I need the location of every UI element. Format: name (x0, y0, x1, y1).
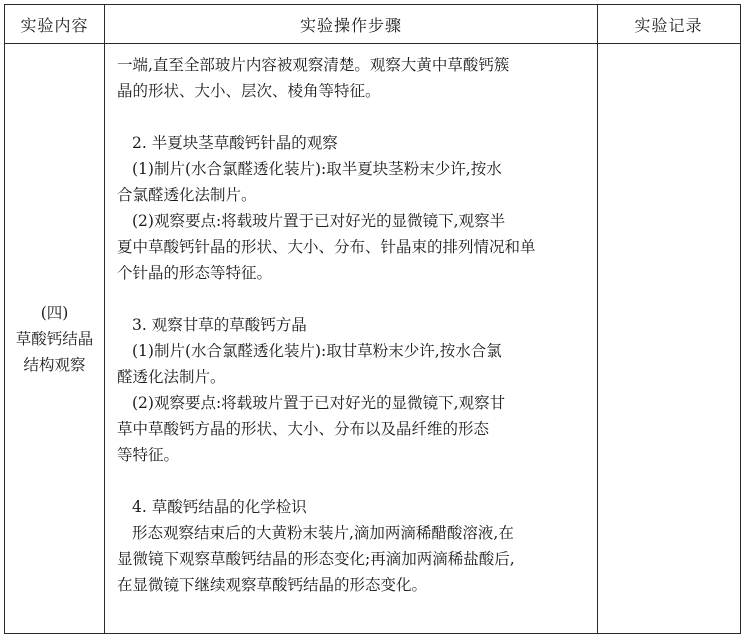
section-3-title: 3. 观察甘草的草酸钙方晶 (132, 316, 307, 334)
text-line: 一端,直至全部玻片内容被观察清楚。观察大黄中草酸钙簇 (117, 56, 510, 74)
steps-cell (105, 44, 597, 633)
section-2-title: 2. 半夏块茎草酸钙针晶的观察 (132, 134, 338, 152)
text-line: 等特征。 (117, 446, 180, 464)
text-line: (1)制片(水合氯醛透化装片):取甘草粉末少许,按水合氯 (132, 342, 502, 360)
text-line: (2)观察要点:将载玻片置于已对好光的显微镜下,观察半 (132, 212, 506, 230)
text-line: 晶的形状、大小、层次、棱角等特征。 (117, 82, 381, 100)
text-line: 在显微镜下继续观察草酸钙结晶的形态变化。 (117, 576, 428, 594)
record-cell (598, 44, 739, 633)
text-line: 形态观察结束后的大黄粉末装片,滴加两滴稀醋酸溶液,在 (132, 524, 514, 542)
text-line: (1)制片(水合氯醛透化装片):取半夏块茎粉末少许,按水 (132, 160, 502, 178)
text-line: 夏中草酸钙针晶的形状、大小、分布、针晶束的排列情况和单 (117, 238, 536, 256)
section-4-body (117, 520, 591, 598)
section-4-title: 4. 草酸钙结晶的化学检识 (132, 498, 307, 516)
section-3-prep (117, 338, 591, 390)
section-3-observe (117, 390, 591, 468)
text-line: 合氯醛透化法制片。 (117, 186, 257, 204)
header-record: 实验记录 (634, 16, 703, 35)
text-line: (2)观察要点:将载玻片置于已对好光的显微镜下,观察甘 (132, 394, 506, 412)
text-line: 草中草酸钙方晶的形状、大小、分布以及晶纤维的形态 (117, 420, 490, 438)
section-2-observe (117, 208, 591, 286)
experiment-table (4, 4, 741, 634)
intro-paragraph (117, 52, 591, 104)
category-number: (四) (40, 303, 69, 322)
category-line-2: 结构观察 (23, 355, 86, 374)
text-line: 显微镜下观察草酸钙结晶的形态变化;再滴加两滴稀盐酸后, (117, 550, 515, 568)
header-steps: 实验操作步骤 (299, 16, 402, 35)
category-cell (5, 44, 104, 633)
header-content: 实验内容 (20, 16, 89, 35)
text-line: 醛透化法制片。 (117, 368, 226, 386)
text-line: 个针晶的形态等特征。 (117, 264, 273, 282)
category-line-1: 草酸钙结晶 (15, 329, 94, 348)
section-2-prep (117, 156, 591, 208)
